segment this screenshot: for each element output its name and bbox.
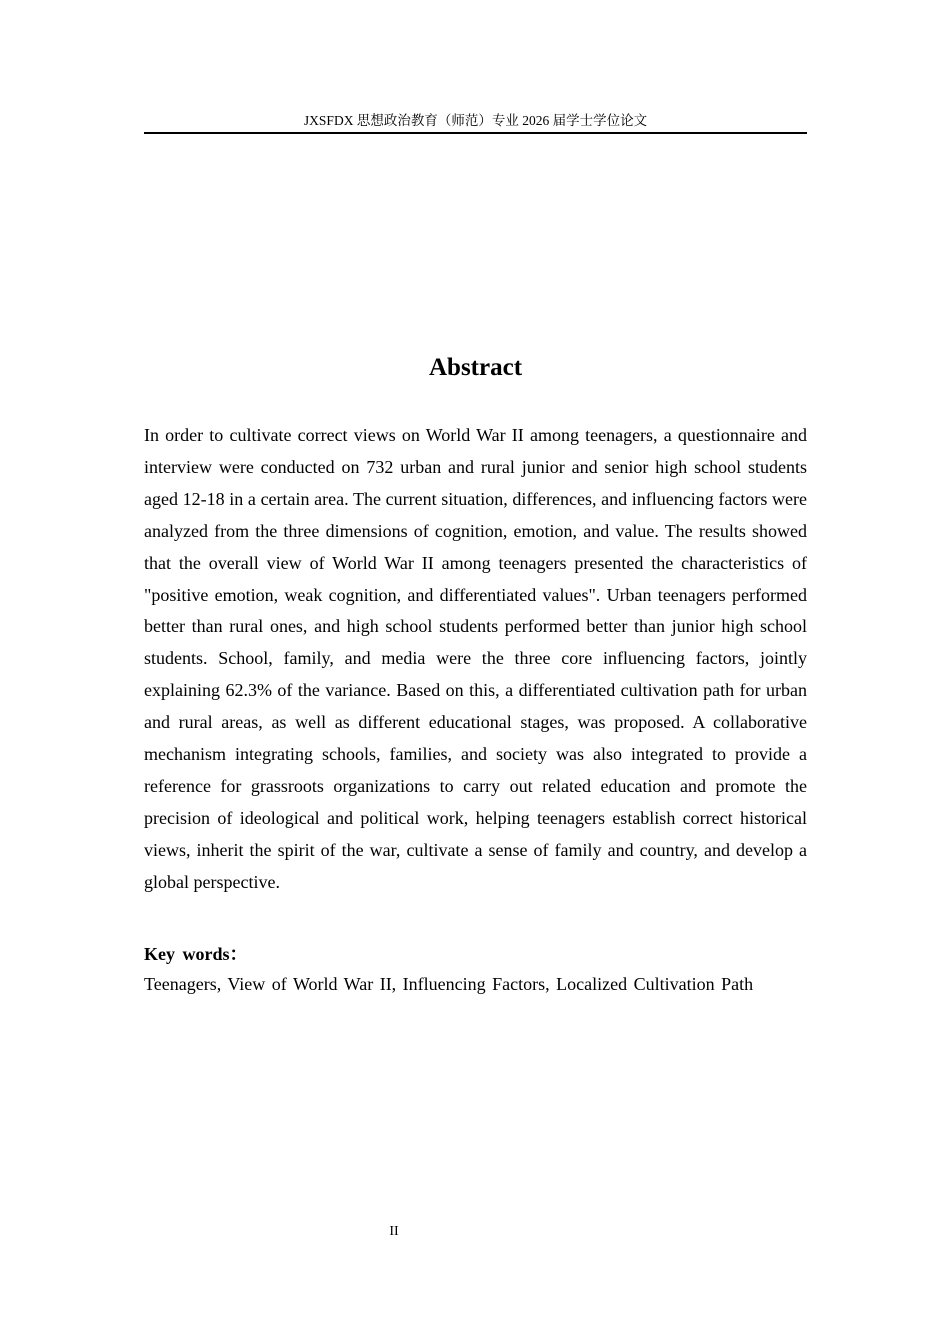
keywords-label: Key words： bbox=[144, 944, 248, 964]
page-number: II bbox=[389, 1224, 399, 1239]
header-rule bbox=[144, 132, 807, 134]
abstract-title: Abstract bbox=[428, 354, 523, 381]
abstract-body: In order to cultivate correct views on World War II among teenagers, a questionnaire and interview were conducted on 732 urban and rural junior and senior high school students aged 12-18 in a certain area. The current situation, differences, and influencing factors were analyzed from the three dimensions of cognition, emotion, and value. The results showed that the overall view of World War II among teenagers presented the characteristics of "positive emotion, weak cognition, and differentiated values". Urban teenagers performed better than rural ones, and high school students performed better than junior high school students. School, family, and media were the three core influencing factors, jointly explaining 62.3% of the variance. Based on this, a differentiated cultivation path for urban and rural areas, as well as different educational stages, was proposed. A collaborative mechanism integrating schools, families, and society was also integrated to provide a reference for grassroots organizations to carry out related education and promote the precision of ideological and political work, helping teenagers establish correct historical views, inherit the spirit of the war, cultivate a sense of family and country, and develop a global perspective. bbox=[144, 425, 807, 892]
keywords-text: Teenagers, View of World War II, Influencing Factors, Localized Cultivation Path bbox=[144, 974, 754, 994]
page-header: JXSFDX 思想政治教育（师范）专业 2026 届学士学位论文 bbox=[303, 113, 648, 128]
